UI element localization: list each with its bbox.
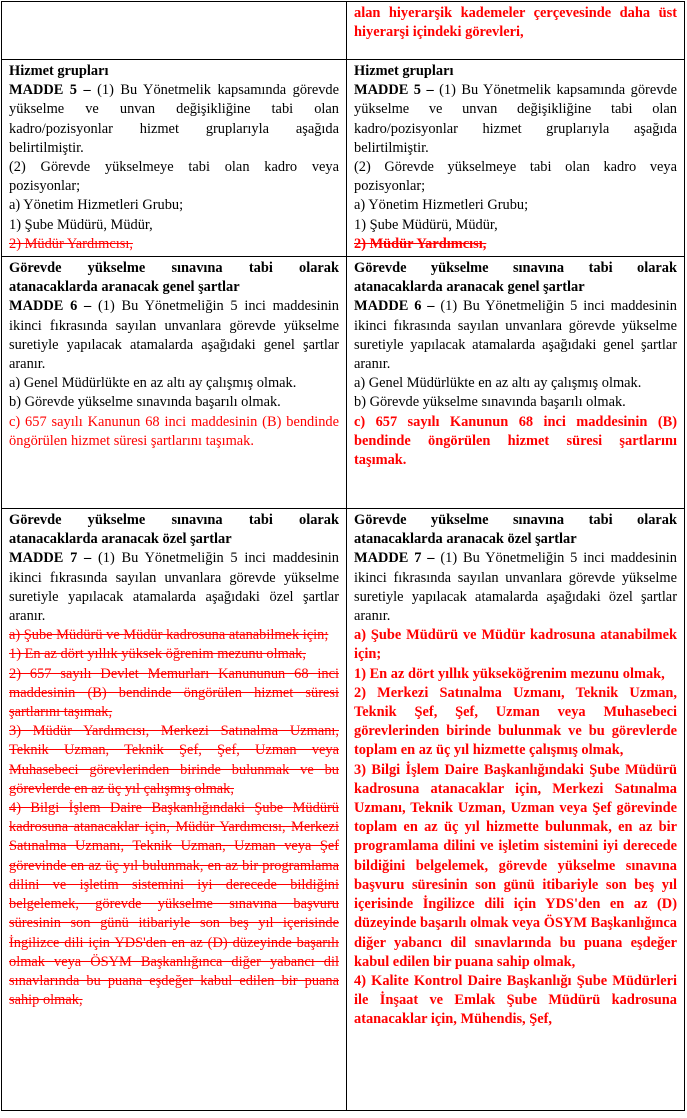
paragraph: a) Şube Müdürü ve Müdür kadrosuna atanabilmek için; <box>354 627 677 663</box>
article-paragraph: MADDE 6 – (1) Bu Yönetmeliğin 5 inci maddesinin ikinci fıkrasında sayılan unvanlara görevde yükselme suretiyle yapılacak atamalarda aşağıdaki genel şartlar aranır. <box>354 298 677 373</box>
paragraph: b) Görevde yükselme sınavında başarılı olmak. <box>9 394 281 411</box>
paragraph: 1) Şube Müdürü, Müdür, <box>354 216 498 233</box>
comparison-table <box>1 1 685 1111</box>
paragraph: 4) Kalite Kontrol Daire Başkanlığı Şube Müdürleri ile İnşaat ve Emlak Şube Müdürü kadrosuna atanacaklar için, Mühendis, Şef, <box>354 972 677 1028</box>
article-paragraph: MADDE 5 – (1) Bu Yönetmelik kapsamında görevde yükselme ve unvan değişikliğine tabi olan kadro/pozisyonlar hizmet gruplarıyla aşağıda belirtilmiştir. <box>9 82 339 156</box>
paragraph: Hizmet grupları <box>354 63 454 79</box>
paragraph: a) Yönetim Hizmetleri Grubu; <box>9 197 184 214</box>
paragraph: b) Görevde yükselme sınavında başarılı olmak. <box>354 394 626 411</box>
paragraph: a) Genel Müdürlükte en az altı ay çalışmış olmak. <box>9 375 297 392</box>
old-text-cell <box>2 257 347 509</box>
paragraph: Hizmet grupları <box>9 63 109 79</box>
deleted-paragraph: 4) Bilgi İşlem Daire Başkanlığındaki Şube Müdürü kadrosuna atanacaklar için, Müdür Yardımcısı, Merkezi Satınalma Uzmanı, Teknik Uzman, Uzman veya Şef görevinde en az üç yıl bulunmak, en az bir programlama dilini ve işletim sistemini iyi derecede bildiğini belgelemek, görevde yükselme sınavına başvuru süresinin son günü itibariyle son beş yıl içerisinde İngilizce dili için YDS'den en az (D) düzeyinde başarılı olmak veya ÖSYM Başkanlığınca diğer yabancı dil sınavlarında bu puana eşdeğer kabul edilen bir puana sahip olmak, <box>9 800 339 1009</box>
deleted-paragraph: 2) Müdür Yardımcısı, <box>354 235 487 252</box>
paragraph: 1) Şube Müdürü, Müdür, <box>9 216 153 233</box>
article-label: MADDE 6 – <box>354 298 441 315</box>
paragraph: a) Genel Müdürlükte en az altı ay çalışmış olmak. <box>354 375 642 392</box>
article-paragraph: MADDE 7 – (1) Bu Yönetmeliğin 5 inci maddesinin ikinci fıkrasında sayılan unvanlara görevde yükselme suretiyle yapılacak atamalarda aşağıdaki özel şartlar aranır. <box>354 550 677 625</box>
table-row <box>2 257 685 509</box>
article-label: MADDE 7 – <box>354 550 441 567</box>
deleted-paragraph: 3) Müdür Yardımcısı, Merkezi Satınalma Uzmanı, Teknik Uzman, Teknik Şef, Şef, Uzman veya Muhasebeci görevlerinden birinde bulunmak ve bu görevlerde en az üç yıl çalışmış olmak, <box>9 723 339 797</box>
article-label: MADDE 5 – <box>9 82 98 99</box>
table-row <box>2 60 685 257</box>
article-paragraph: MADDE 7 – (1) Bu Yönetmeliğin 5 inci maddesinin ikinci fıkrasında sayılan unvanlara görevde yükselme suretiyle yapılacak atamalarda aşağıdaki özel şartlar aranır. <box>9 550 339 625</box>
article-label: MADDE 5 – <box>354 82 440 99</box>
article-label: MADDE 6 – <box>9 298 98 315</box>
paragraph: c) 657 sayılı Kanunun 68 inci maddesinin (B) bendinde öngörülen hizmet süresi şartlarını taşımak. <box>354 413 677 469</box>
deleted-paragraph: 2) 657 sayılı Devlet Memurları Kanununun 68 inci maddesinin (B) bendinde öngörülen hizmet süresi şartlarını taşımak, <box>9 665 339 721</box>
deleted-paragraph: 2) Müdür Yardımcısı, <box>9 235 133 252</box>
paragraph: 3) Bilgi İşlem Daire Başkanlığındaki Şube Müdürü kadrosuna atanacaklar için, Merkezi Satınalma Uzmanı, Teknik Uzman, Uzman veya Şef görevinde toplam en az üç yıl hizmette bulunmak, en az bir programlama dilini ve işletim sistemini iyi derecede bildiğini belgelemek, görevde yükselme sınavına başvuru süresinin son günü itibariyle son beş yıl içerisinde İngilizce dili için YDS'den en az (D) düzeyinde başarılı olmak veya ÖSYM Başkanlığınca diğer yabancı dil sınavlarında bu puana eşdeğer kabul edilen bir puana sahip olmak, <box>354 761 677 970</box>
old-text-cell <box>2 60 347 257</box>
paragraph: (2) Görevde yükselmeye tabi olan kadro veya pozisyonlar; <box>354 159 677 195</box>
new-text-cell <box>347 257 685 509</box>
article-label: MADDE 7 – <box>9 550 98 567</box>
paragraph: alan hiyerarşik kademeler çerçevesinde daha üst hiyerarşi içindeki görevleri, <box>354 5 677 41</box>
paragraph: 1) En az dört yıllık yükseköğrenim mezunu olmak, <box>354 665 665 682</box>
table-row <box>2 509 685 1111</box>
article-paragraph: MADDE 5 – (1) Bu Yönetmelik kapsamında görevde yükselme ve unvan değişikliğine tabi olan kadro/pozisyonlar hizmet gruplarıyla aşağıda belirtilmiştir. <box>354 82 677 156</box>
old-text-cell <box>2 509 347 1111</box>
paragraph: (2) Görevde yükselmeye tabi olan kadro veya pozisyonlar; <box>9 159 339 195</box>
paragraph: Görevde yükselme sınavına tabi olarak atanacaklarda aranacak genel şartlar <box>9 260 339 296</box>
new-text-cell <box>347 509 685 1111</box>
paragraph: 2) Merkezi Satınalma Uzmanı, Teknik Uzman, Teknik Şef, Şef, Uzman veya Muhasebeci görevlerinden birinde bulunmak ve bu görevlerde toplam en az üç yıl hizmette çalışmış olmak, <box>354 684 677 759</box>
paragraph: c) 657 sayılı Kanunun 68 inci maddesinin (B) bendinde öngörülen hizmet süresi şartlarını taşımak. <box>9 413 339 449</box>
table-row <box>2 2 685 60</box>
paragraph: Görevde yükselme sınavına tabi olarak atanacaklarda aranacak genel şartlar <box>354 260 677 296</box>
paragraph: Görevde yükselme sınavına tabi olarak atanacaklarda aranacak özel şartlar <box>354 512 677 548</box>
paragraph: Görevde yükselme sınavına tabi olarak atanacaklarda aranacak özel şartlar <box>9 512 339 548</box>
paragraph: a) Yönetim Hizmetleri Grubu; <box>354 197 529 214</box>
article-paragraph: MADDE 6 – (1) Bu Yönetmeliğin 5 inci maddesinin ikinci fıkrasında sayılan unvanlara görevde yükselme suretiyle yapılacak atamalarda aşağıdaki genel şartlar aranır. <box>9 298 339 373</box>
new-text-cell <box>347 60 685 257</box>
old-text-cell <box>2 2 347 60</box>
deleted-paragraph: 1) En az dört yıllık yüksek öğrenim mezunu olmak, <box>9 646 306 663</box>
new-text-cell <box>347 2 685 60</box>
deleted-paragraph: a) Şube Müdürü ve Müdür kadrosuna atanabilmek için; <box>9 627 329 644</box>
